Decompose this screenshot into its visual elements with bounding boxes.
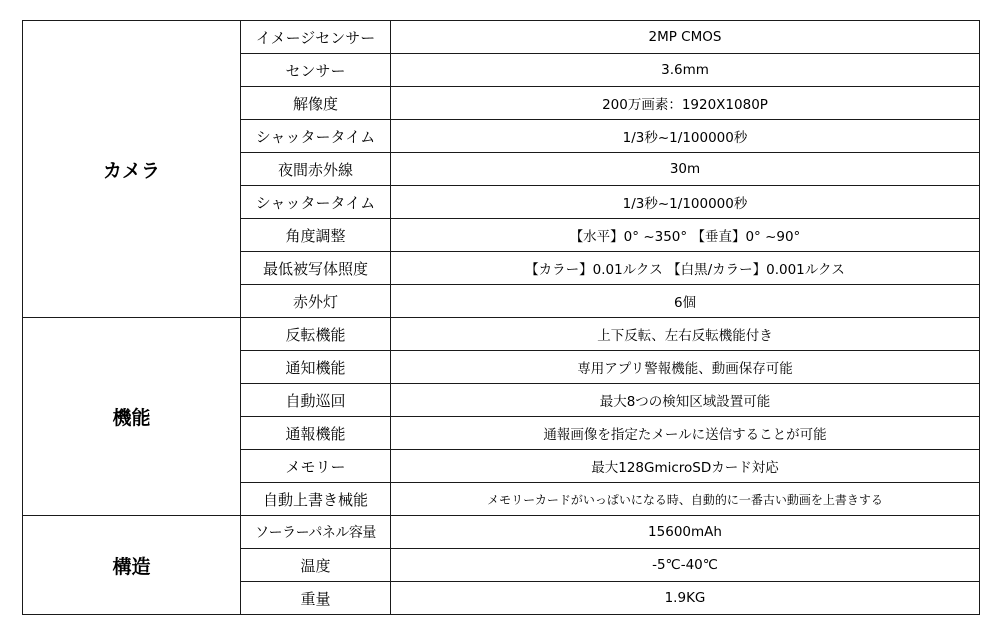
table-row xyxy=(23,318,980,351)
value-cell: 通報画像を指定たメールに送信することが可能 xyxy=(391,417,980,450)
item-cell: 重量 xyxy=(241,582,391,615)
item-cell: 通報機能 xyxy=(241,417,391,450)
value-cell: 最大8つの検知区域設置可能 xyxy=(391,384,980,417)
value-cell: 1/3秒~1/100000秒 xyxy=(391,186,980,219)
value-cell: メモリーカードがいっぱいになる時、自動的に一番古い動画を上書きする xyxy=(391,483,980,516)
item-cell: 反転機能 xyxy=(241,318,391,351)
value-cell: 【水平】0° ~350° 【垂直】0° ~90° xyxy=(391,219,980,252)
item-cell: 自動巡回 xyxy=(241,384,391,417)
item-cell: メモリー xyxy=(241,450,391,483)
item-cell: センサー xyxy=(241,54,391,87)
item-cell: 解像度 xyxy=(241,87,391,120)
category-cell: 機能 xyxy=(23,318,241,516)
item-cell: シャッタータイム xyxy=(241,120,391,153)
item-cell: 角度調整 xyxy=(241,219,391,252)
value-cell: 2MP CMOS xyxy=(391,21,980,54)
item-cell: 最低被写体照度 xyxy=(241,252,391,285)
item-cell: イメージセンサー xyxy=(241,21,391,54)
value-cell: 専用アプリ警報機能、動画保存可能 xyxy=(391,351,980,384)
value-cell: 200万画素：1920X1080P xyxy=(391,87,980,120)
value-cell: 最大128GmicroSDカード対応 xyxy=(391,450,980,483)
item-cell: シャッタータイム xyxy=(241,186,391,219)
table-row xyxy=(23,516,980,549)
value-cell: 6個 xyxy=(391,285,980,318)
value-cell: 1.9KG xyxy=(391,582,980,615)
category-cell: カメラ xyxy=(23,21,241,318)
value-cell: 1/3秒~1/100000秒 xyxy=(391,120,980,153)
item-cell: 通知機能 xyxy=(241,351,391,384)
value-cell: 15600mAh xyxy=(391,516,980,549)
item-cell: 温度 xyxy=(241,549,391,582)
item-cell: 赤外灯 xyxy=(241,285,391,318)
value-cell: 3.6mm xyxy=(391,54,980,87)
value-cell: 【カラー】0.01ルクス 【白黒/カラー】0.001ルクス xyxy=(391,252,980,285)
category-cell: 構造 xyxy=(23,516,241,615)
table-row xyxy=(23,21,980,54)
item-cell: ソーラーパネル容量 xyxy=(241,516,391,549)
value-cell: 30m xyxy=(391,153,980,186)
item-cell: 自動上書き械能 xyxy=(241,483,391,516)
value-cell: -5℃-40℃ xyxy=(391,549,980,582)
item-cell: 夜間赤外線 xyxy=(241,153,391,186)
spec-table xyxy=(22,20,980,615)
value-cell: 上下反転、左右反転機能付き xyxy=(391,318,980,351)
